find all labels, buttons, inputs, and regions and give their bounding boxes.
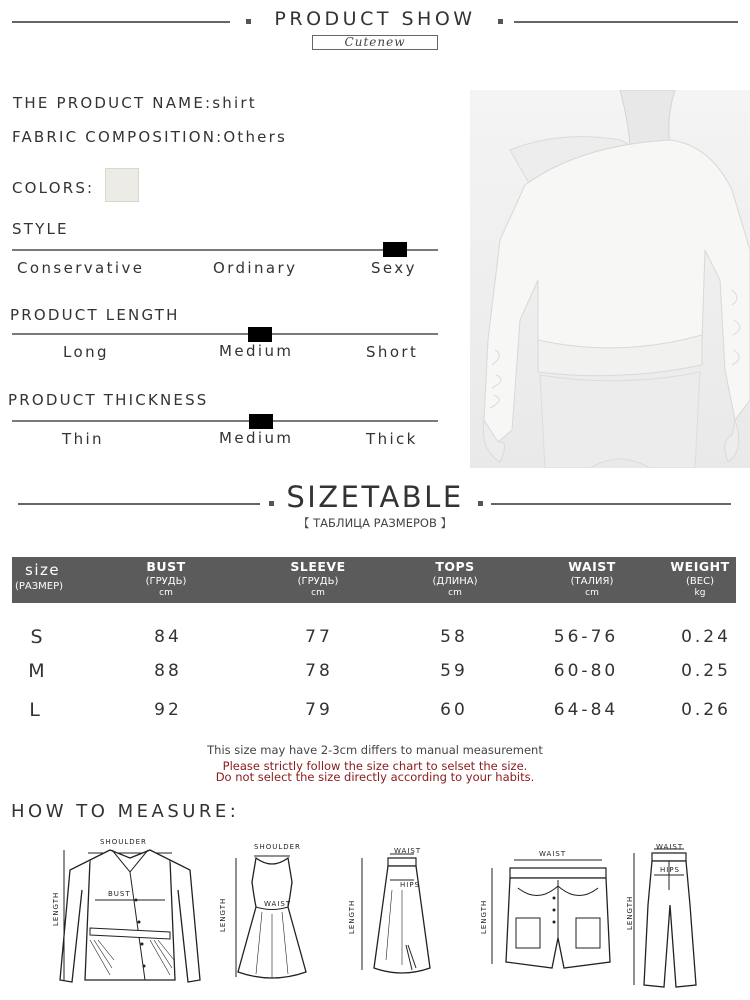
header-rule-left [12,21,230,23]
table-cell: 84 [154,627,182,647]
table-cell: 60 [440,700,468,720]
header-tops-name: TOPS [435,559,475,574]
style-label-ordinary: Ordinary [213,259,298,277]
table-cell: M [28,660,48,682]
header-weight [664,559,736,599]
header-tops-ru: (ДЛИНА) [432,576,478,587]
waist-label: WAIST [394,847,422,855]
header-bust-ru: (ГРУДЬ) [145,576,187,587]
header-waist-name: WAIST [568,559,616,574]
sizetable-rule-right [491,503,731,505]
thickness-title: PRODUCT THICKNESS [8,391,209,409]
table-cell: 64-84 [553,700,619,720]
header-size-name: size [25,561,61,579]
header-weight-name: WEIGHT [670,559,730,574]
thickness-label-thick: Thick [366,430,418,448]
table-cell: 79 [305,700,333,720]
length-label: LENGTH [52,891,60,926]
style-marker [383,242,407,257]
thickness-label-medium: Medium [219,429,294,447]
header-size [15,560,63,594]
style-label-conservative: Conservative [17,259,145,277]
sizetable-title: SIZETABLE [286,480,464,514]
mannequin-shirt-illustration [470,90,750,468]
table-cell: 60-80 [553,661,619,681]
shorts-measure-diagram [498,858,618,978]
header-waist-unit: cm [585,588,599,598]
length-label-long: Long [63,343,109,361]
bust-label: BUST [108,890,131,898]
size-table-header [12,557,736,603]
table-cell: 78 [305,661,333,681]
header-weight-unit: kg [694,588,706,598]
table-cell: 58 [440,627,468,647]
header-bust-unit: cm [159,588,173,598]
style-title: STYLE [12,220,69,238]
header-sleeve-unit: cm [311,588,325,598]
header-waist-ru: (ТАЛИЯ) [570,576,614,587]
thickness-scale-line [12,420,438,422]
length-label: LENGTH [348,899,356,934]
how-to-measure-title: HOW TO MEASURE: [11,801,240,822]
sizetable-rule-left [18,503,260,505]
product-name: THE PRODUCT NAME:shirt [13,94,257,112]
thickness-label-thin: Thin [62,430,104,448]
table-cell: 92 [154,700,182,720]
header-dot-right [498,19,503,24]
dress-measure-diagram [232,852,312,992]
shirt-measure-diagram [50,840,210,990]
product-photo [470,90,750,468]
table-cell: 0.26 [681,700,731,720]
sizetable-subtitle: 【 ТАБЛИЦА РАЗМЕРОВ 】 [297,516,453,530]
length-label: LENGTH [219,897,227,932]
brand-label: Cutenew [312,35,438,50]
hips-label: HIPS [400,881,420,889]
table-cell: 59 [440,661,468,681]
warning-note-2: Do not select the size directly according to your habits. [215,770,535,784]
table-cell: 56-76 [553,627,619,647]
header-bust-name: BUST [146,559,186,574]
shoulder-label: SHOULDER [254,843,301,851]
header-waist [548,559,636,599]
length-label-short: Short [366,343,419,361]
fabric-composition: FABRIC COMPOSITION:Others [12,128,287,146]
sizetable-dot-left [269,501,274,506]
table-cell: 88 [154,661,182,681]
waist-label: WAIST [539,850,567,858]
measurement-note: This size may have 2-3cm differs to manual measurement [207,743,543,757]
table-cell: L [29,699,43,721]
header-bust [122,559,210,599]
colors-label: COLORS: [12,179,95,197]
waist-label: WAIST [264,900,292,908]
header-sleeve [274,559,362,599]
style-scale-line [12,249,438,251]
color-swatch [105,168,139,202]
header-weight-ru: (ВЕС) [686,576,714,587]
page-title: PRODUCT SHOW [274,8,476,30]
header-tops-unit: cm [448,588,462,598]
length-scale-line [12,333,438,335]
length-title: PRODUCT LENGTH [10,306,180,324]
header-rule-right [514,21,738,23]
length-label-medium: Medium [219,342,294,360]
skirt-measure-diagram [372,850,432,990]
thickness-marker [249,414,273,429]
table-cell: S [30,626,46,648]
length-marker [248,327,272,342]
style-label-sexy: Sexy [371,259,417,277]
header-sleeve-ru: (ГРУДЬ) [297,576,339,587]
warning-note-1: Please strictly follow the size chart to selset the size. [222,759,528,773]
table-cell: 77 [305,627,333,647]
table-cell: 0.24 [681,627,731,647]
header-sleeve-name: SLEEVE [290,559,346,574]
hips-label: HIPS [660,866,680,874]
length-label: LENGTH [626,895,634,930]
header-tops [411,559,499,599]
shoulder-label: SHOULDER [100,838,147,846]
header-size-ru: (РАЗМЕР) [15,581,64,592]
waist-label: WAIST [656,843,684,851]
length-label: LENGTH [480,899,488,934]
sizetable-dot-right [478,501,483,506]
table-cell: 0.25 [681,661,731,681]
